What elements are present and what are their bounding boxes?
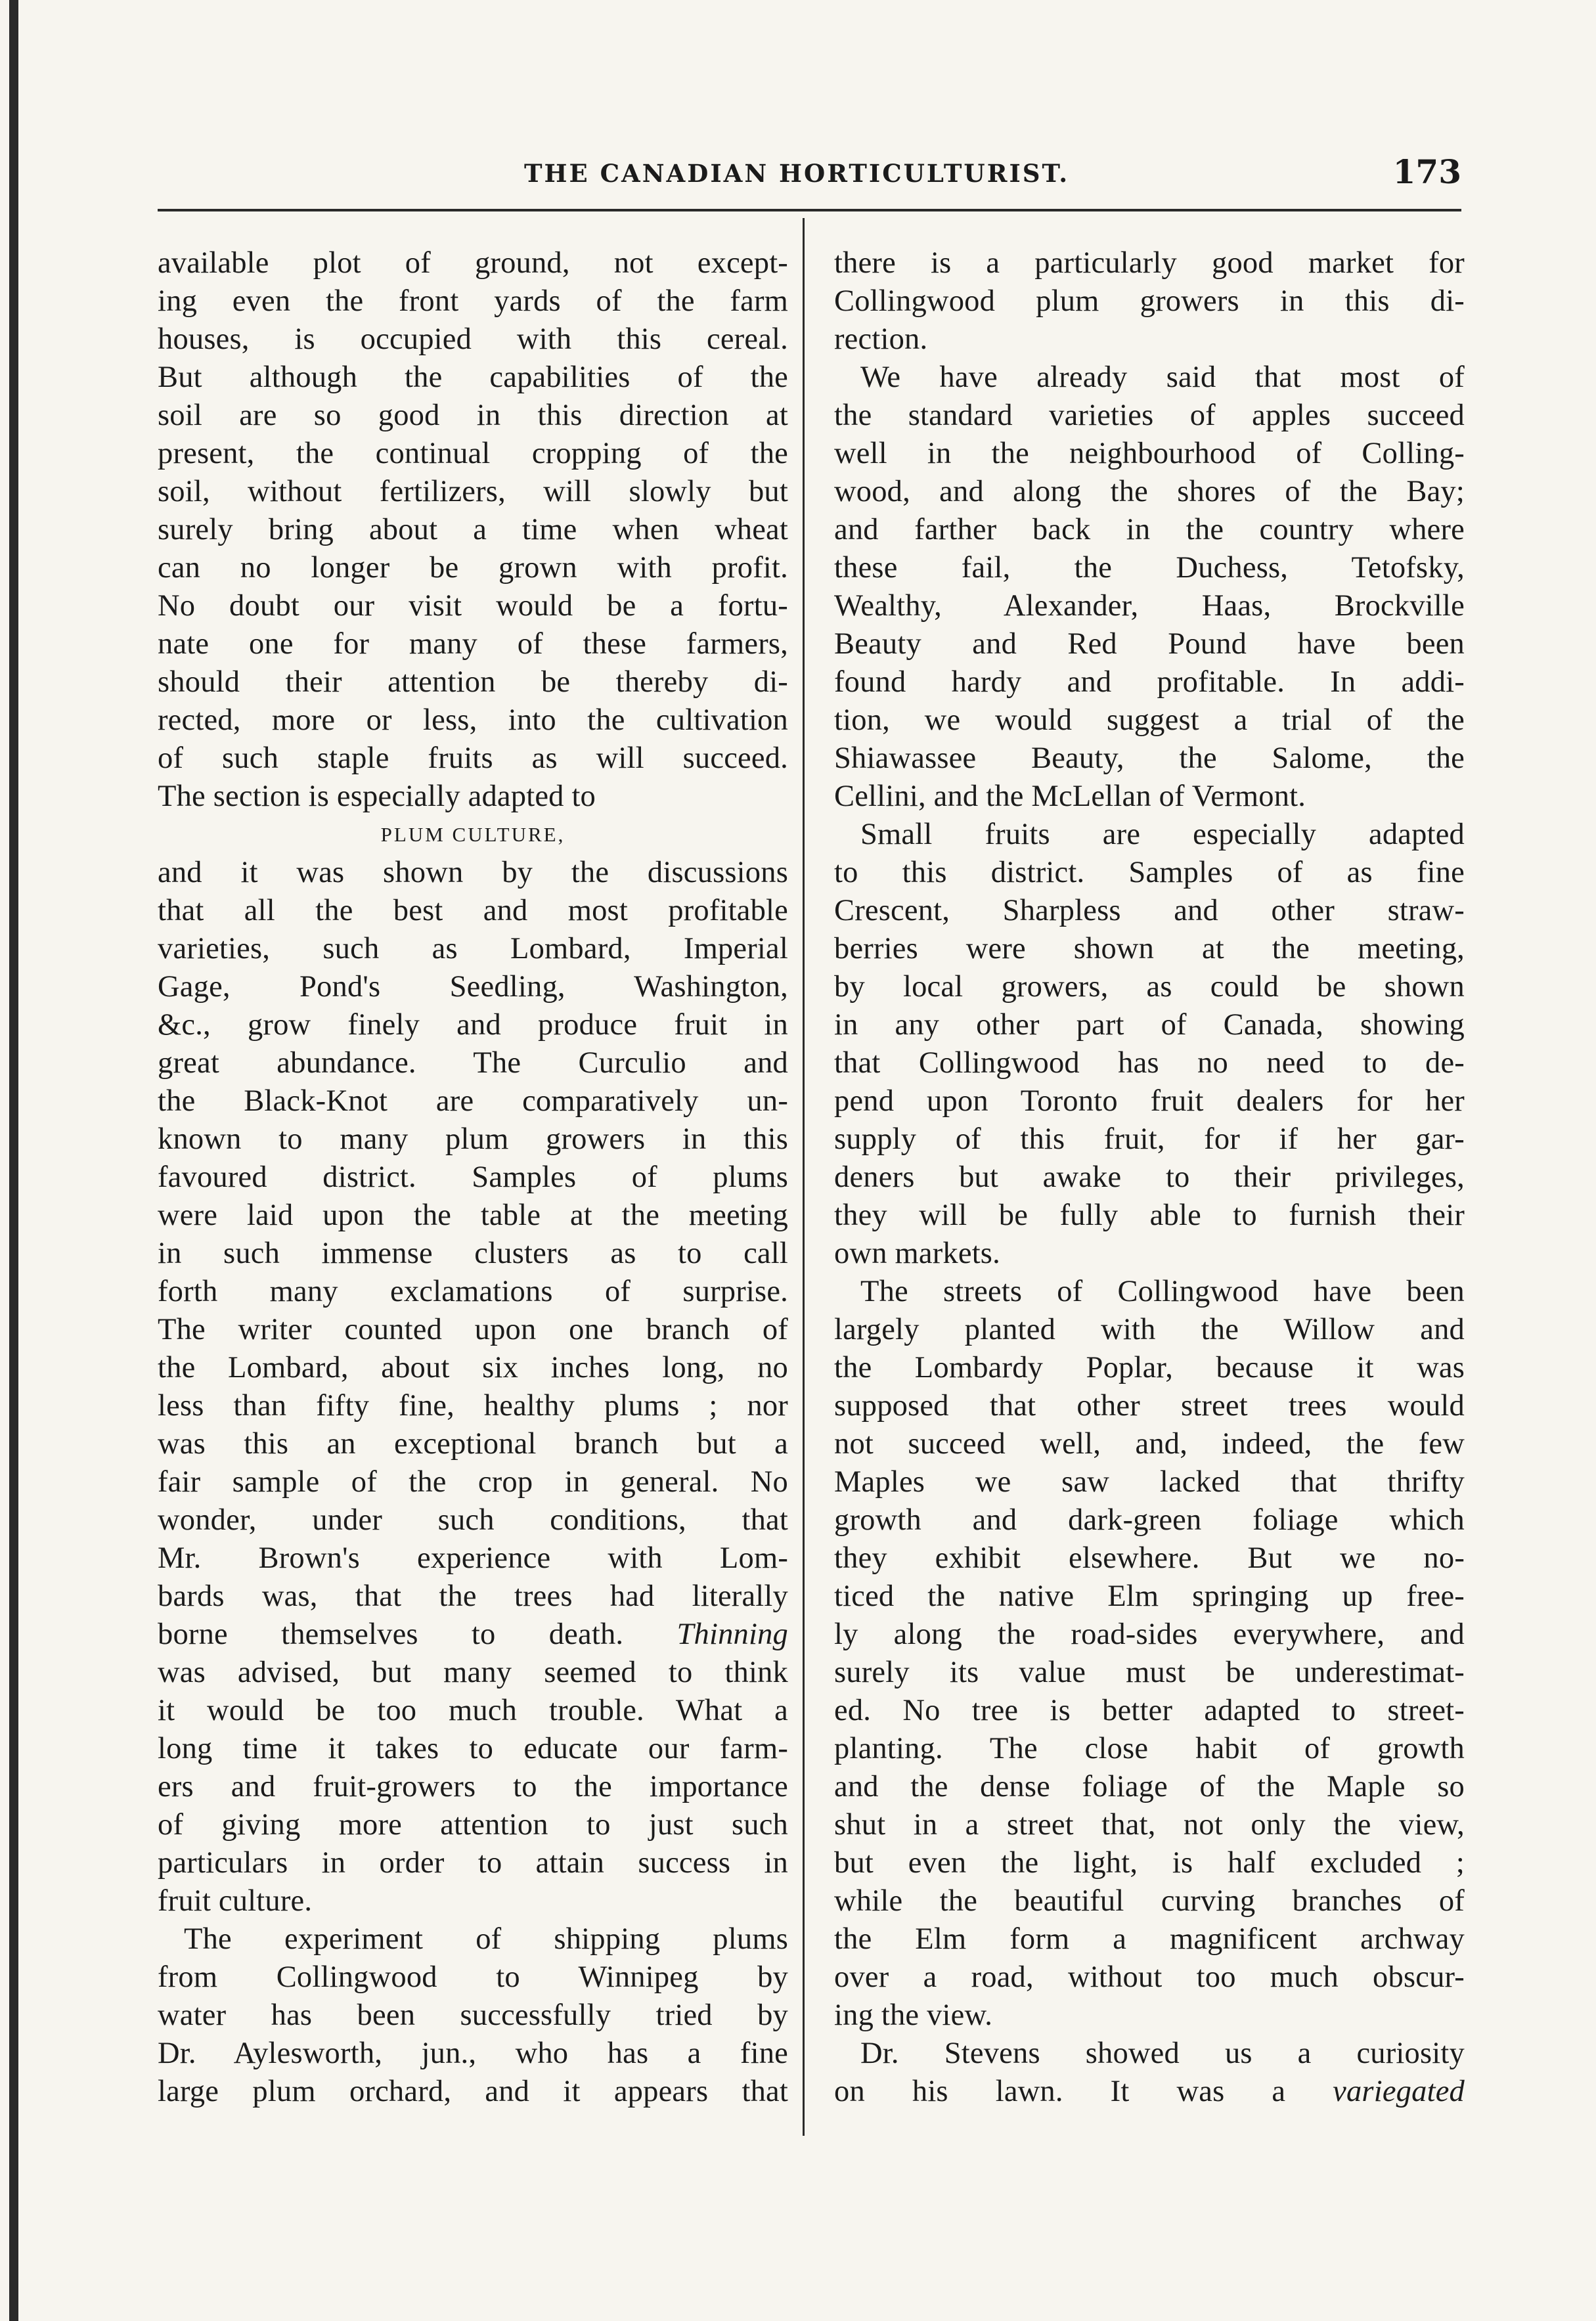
text-line-content: The streets of Collingwood have been bbox=[860, 1275, 1465, 1308]
text-line-content: borne themselves to death. bbox=[158, 1618, 624, 1651]
text-line-content: ticed the native Elm springing up free- bbox=[834, 1580, 1465, 1613]
text-line bbox=[158, 1311, 788, 1349]
text-line bbox=[158, 1578, 788, 1616]
italic-word: Thinning bbox=[676, 1618, 788, 1651]
text-line-content: ing even the front yards of the farm bbox=[158, 284, 788, 318]
text-line-content: shut in a street that, not only the view, bbox=[834, 1808, 1465, 1842]
text-line bbox=[158, 1120, 788, 1159]
text-line-content: The experiment of shipping plums bbox=[184, 1922, 788, 1956]
text-line-content: known to many plum growers in this bbox=[158, 1122, 788, 1156]
text-line bbox=[158, 282, 788, 321]
text-line-content: but even the light, is half excluded ; bbox=[834, 1846, 1465, 1880]
text-line-content: growth and dark-green foliage which bbox=[834, 1503, 1465, 1537]
text-line bbox=[158, 1616, 788, 1654]
text-line-content: forth many exclamations of surprise. bbox=[158, 1275, 788, 1308]
text-line bbox=[834, 1425, 1465, 1463]
text-line bbox=[834, 930, 1465, 968]
text-line bbox=[158, 968, 788, 1006]
text-line bbox=[158, 816, 788, 854]
text-line-content: was this an exceptional branch but a bbox=[158, 1427, 788, 1461]
text-line-content: ing the view. bbox=[834, 1999, 993, 2032]
text-line bbox=[158, 587, 788, 625]
text-line-content: well in the neighbourhood of Colling- bbox=[834, 437, 1465, 470]
text-line bbox=[158, 1235, 788, 1273]
text-line bbox=[158, 1920, 788, 1958]
text-line bbox=[834, 1616, 1465, 1654]
text-line-content: own markets. bbox=[834, 1237, 1000, 1270]
text-line bbox=[158, 1273, 788, 1311]
text-line-content: pend upon Toronto fruit dealers for her bbox=[834, 1084, 1465, 1118]
text-line bbox=[834, 1578, 1465, 1616]
text-line bbox=[834, 1501, 1465, 1539]
text-line bbox=[834, 473, 1465, 511]
text-line-content: Shiawassee Beauty, the Salome, the bbox=[834, 741, 1465, 775]
text-line-content: Beauty and Red Pound have been bbox=[834, 627, 1465, 661]
text-line-content: bards was, that the trees had literally bbox=[158, 1580, 788, 1613]
text-line-content: the Elm form a magnificent archway bbox=[834, 1922, 1465, 1956]
text-line-content: Crescent, Sharpless and other straw- bbox=[834, 894, 1465, 927]
text-line bbox=[158, 1958, 788, 1997]
text-line-content: in any other part of Canada, showing bbox=[834, 1008, 1465, 1042]
text-line-content: the Lombard, about six inches long, no bbox=[158, 1351, 788, 1384]
text-line-content: nate one for many of these farmers, bbox=[158, 627, 788, 661]
text-line bbox=[158, 321, 788, 359]
text-line-content: long time it takes to educate our farm- bbox=[158, 1732, 788, 1765]
text-line bbox=[158, 740, 788, 778]
text-line bbox=[158, 244, 788, 282]
text-line-content: the standard varieties of apples succeed bbox=[834, 399, 1465, 432]
text-line-content: supposed that other street trees would bbox=[834, 1389, 1465, 1423]
text-line bbox=[158, 397, 788, 435]
text-line-content: of such staple fruits as will succeed. bbox=[158, 741, 788, 775]
column-divider bbox=[803, 218, 805, 2136]
text-line bbox=[158, 701, 788, 740]
text-line-content: was advised, but many seemed to think bbox=[158, 1656, 788, 1689]
text-line bbox=[158, 511, 788, 549]
text-line bbox=[834, 1997, 1465, 2035]
text-line-content: water has been successfully tried by bbox=[158, 1999, 788, 2032]
text-line bbox=[158, 1197, 788, 1235]
text-line bbox=[834, 778, 1465, 816]
text-line-content: fair sample of the crop in general. No bbox=[158, 1465, 788, 1499]
text-line-content: surely bring about a time when wheat bbox=[158, 513, 788, 546]
text-line bbox=[158, 435, 788, 473]
text-line bbox=[834, 1082, 1465, 1120]
text-line-content: fruit culture. bbox=[158, 1884, 313, 1918]
text-line-content: Dr. Stevens showed us a curiosity bbox=[860, 2037, 1465, 2070]
text-line bbox=[158, 473, 788, 511]
text-line bbox=[834, 511, 1465, 549]
page-header bbox=[158, 150, 1461, 196]
text-line bbox=[834, 321, 1465, 359]
text-line bbox=[834, 1844, 1465, 1882]
text-line bbox=[834, 1882, 1465, 1920]
text-line bbox=[158, 1387, 788, 1425]
text-line bbox=[834, 968, 1465, 1006]
text-line-content: soil are so good in this direction at bbox=[158, 399, 788, 432]
text-line bbox=[834, 663, 1465, 701]
text-line-content: Cellini, and the McLellan of Vermont. bbox=[834, 780, 1306, 813]
text-line-content: The section is especially adapted to bbox=[158, 780, 596, 813]
text-line bbox=[834, 1273, 1465, 1311]
text-line bbox=[834, 359, 1465, 397]
text-line bbox=[834, 1692, 1465, 1730]
text-line bbox=[834, 816, 1465, 854]
italic-word: variegated bbox=[1333, 2075, 1465, 2108]
text-line-content: supply of this fruit, for if her gar- bbox=[834, 1122, 1465, 1156]
text-line-content: they exhibit elsewhere. But we no- bbox=[834, 1541, 1465, 1575]
text-line-content: ly along the road-sides everywhere, and bbox=[834, 1618, 1465, 1651]
text-line bbox=[158, 1006, 788, 1044]
text-line bbox=[158, 1159, 788, 1197]
text-line-content: in such immense clusters as to call bbox=[158, 1237, 788, 1270]
text-line-content: and the dense foliage of the Maple so bbox=[834, 1770, 1465, 1803]
text-line-content: largely planted with the Willow and bbox=[834, 1313, 1465, 1346]
text-line-content: favoured district. Samples of plums bbox=[158, 1160, 788, 1194]
text-line-content: the Lombardy Poplar, because it was bbox=[834, 1351, 1465, 1384]
text-line bbox=[158, 854, 788, 892]
text-line-content: Mr. Brown's experience with Lom- bbox=[158, 1541, 788, 1575]
text-line-content: were laid upon the table at the meeting bbox=[158, 1199, 788, 1232]
text-line bbox=[158, 1654, 788, 1692]
text-line-content: less than fifty fine, healthy plums ; nor bbox=[158, 1389, 788, 1423]
text-line-content: ed. No tree is better adapted to street- bbox=[834, 1694, 1465, 1727]
text-line-content: they will be fully able to furnish their bbox=[834, 1199, 1465, 1232]
text-line-content: to this district. Samples of as fine bbox=[834, 856, 1465, 889]
text-line bbox=[158, 625, 788, 663]
text-line-content: Maples we saw lacked that thrifty bbox=[834, 1465, 1465, 1499]
text-line-content: houses, is occupied with this cereal. bbox=[158, 322, 788, 356]
text-line bbox=[158, 1692, 788, 1730]
page-number: 173 bbox=[1392, 152, 1461, 191]
text-line bbox=[834, 1311, 1465, 1349]
text-line bbox=[158, 1501, 788, 1539]
text-line-content: the Black-Knot are comparatively un- bbox=[158, 1084, 788, 1118]
text-line-content: We have already said that most of bbox=[860, 361, 1465, 394]
text-line-content: particulars in order to attain success in bbox=[158, 1846, 788, 1880]
text-line bbox=[834, 1920, 1465, 1958]
text-line-content: on his lawn. It was a bbox=[834, 2075, 1286, 2108]
text-line-content: while the beautiful curving branches of bbox=[834, 1884, 1465, 1918]
text-line-content: berries were shown at the meeting, bbox=[834, 932, 1465, 965]
text-line-content: wonder, under such conditions, that bbox=[158, 1503, 788, 1537]
text-line bbox=[834, 282, 1465, 321]
text-line-content: rected, more or less, into the cultivation bbox=[158, 703, 788, 737]
text-line-content: present, the continual cropping of the bbox=[158, 437, 788, 470]
text-line-content: available plot of ground, not except- bbox=[158, 246, 788, 280]
text-line bbox=[158, 2035, 788, 2073]
text-line bbox=[834, 435, 1465, 473]
text-line bbox=[158, 930, 788, 968]
text-line bbox=[158, 1082, 788, 1120]
header-rule bbox=[158, 209, 1461, 211]
text-line bbox=[158, 1806, 788, 1844]
text-line bbox=[158, 1044, 788, 1082]
text-line bbox=[158, 778, 788, 816]
text-line-content: these fail, the Duchess, Tetofsky, bbox=[834, 551, 1465, 585]
text-line bbox=[158, 359, 788, 397]
text-line bbox=[158, 2073, 788, 2111]
text-line-content: rection. bbox=[834, 322, 928, 356]
text-line-content: But although the capabilities of the bbox=[158, 361, 788, 394]
text-line bbox=[834, 1006, 1465, 1044]
text-line-content: that all the best and most profitable bbox=[158, 894, 788, 927]
text-line bbox=[834, 549, 1465, 587]
text-line bbox=[834, 625, 1465, 663]
text-line bbox=[158, 1425, 788, 1463]
text-line bbox=[834, 1197, 1465, 1235]
text-line-content: planting. The close habit of growth bbox=[834, 1732, 1465, 1765]
text-line-content: by local growers, as could be shown bbox=[834, 970, 1465, 1004]
text-line-content: PLUM CULTURE, bbox=[380, 823, 565, 846]
text-line bbox=[834, 892, 1465, 930]
text-line-content: large plum orchard, and it appears that bbox=[158, 2075, 788, 2108]
text-line-content: Collingwood plum growers in this di- bbox=[834, 284, 1465, 318]
text-line bbox=[158, 549, 788, 587]
text-line-content: soil, without fertilizers, will slowly but bbox=[158, 475, 788, 508]
text-line bbox=[834, 2035, 1465, 2073]
text-line bbox=[158, 1463, 788, 1501]
text-line-content: great abundance. The Curculio and bbox=[158, 1046, 788, 1080]
text-line bbox=[834, 1387, 1465, 1425]
text-line-content: over a road, without too much obscur- bbox=[834, 1960, 1465, 1994]
text-line-content: found hardy and profitable. In addi- bbox=[834, 665, 1465, 699]
text-line-content: &c., grow finely and produce fruit in bbox=[158, 1008, 788, 1042]
text-line bbox=[834, 1654, 1465, 1692]
text-line bbox=[834, 1463, 1465, 1501]
text-line bbox=[834, 701, 1465, 740]
text-line-content: and it was shown by the discussions bbox=[158, 856, 788, 889]
text-line bbox=[834, 587, 1465, 625]
text-line-content: Dr. Aylesworth, jun., who has a fine bbox=[158, 2037, 788, 2070]
text-line bbox=[158, 1882, 788, 1920]
text-line-content: The writer counted upon one branch of bbox=[158, 1313, 788, 1346]
text-line bbox=[834, 397, 1465, 435]
text-line bbox=[158, 1768, 788, 1806]
text-line bbox=[834, 1044, 1465, 1082]
text-line-content: from Collingwood to Winnipeg by bbox=[158, 1960, 788, 1994]
running-title: THE CANADIAN HORTICULTURIST. bbox=[524, 159, 1070, 188]
text-line bbox=[834, 854, 1465, 892]
text-line bbox=[834, 1730, 1465, 1768]
text-line-content: that Collingwood has no need to de- bbox=[834, 1046, 1465, 1080]
text-line-content: and farther back in the country where bbox=[834, 513, 1465, 546]
text-line-content: can no longer be grown with profit. bbox=[158, 551, 788, 585]
text-line-content: Small fruits are especially adapted bbox=[860, 818, 1465, 851]
page-binding-edge bbox=[9, 0, 18, 2321]
text-line-content: No doubt our visit would be a fortu- bbox=[158, 589, 788, 623]
text-line-content: Wealthy, Alexander, Haas, Brockville bbox=[834, 589, 1465, 623]
text-line bbox=[158, 1349, 788, 1387]
text-line-content: not succeed well, and, indeed, the few bbox=[834, 1427, 1465, 1461]
text-line bbox=[834, 1349, 1465, 1387]
text-line bbox=[834, 1120, 1465, 1159]
text-line bbox=[158, 892, 788, 930]
right-column bbox=[834, 244, 1465, 2111]
text-line bbox=[158, 1730, 788, 1768]
text-line-content: should their attention be thereby di- bbox=[158, 665, 788, 699]
text-line bbox=[834, 1806, 1465, 1844]
text-line bbox=[834, 244, 1465, 282]
text-line bbox=[834, 1768, 1465, 1806]
text-line bbox=[158, 1997, 788, 2035]
text-line bbox=[834, 1235, 1465, 1273]
text-line-content: varieties, such as Lombard, Imperial bbox=[158, 932, 788, 965]
text-line bbox=[834, 1539, 1465, 1578]
text-line-content: there is a particularly good market for bbox=[834, 246, 1465, 280]
text-line-content: tion, we would suggest a trial of the bbox=[834, 703, 1465, 737]
text-line-content: of giving more attention to just such bbox=[158, 1808, 788, 1842]
text-line bbox=[834, 1159, 1465, 1197]
text-line-content: wood, and along the shores of the Bay; bbox=[834, 475, 1465, 508]
text-line-content: Gage, Pond's Seedling, Washington, bbox=[158, 970, 788, 1004]
text-line-content: ers and fruit-growers to the importance bbox=[158, 1770, 788, 1803]
text-line bbox=[158, 663, 788, 701]
text-line-content: surely its value must be underestimat- bbox=[834, 1656, 1465, 1689]
text-line bbox=[834, 2073, 1465, 2111]
text-line bbox=[158, 1844, 788, 1882]
text-line bbox=[834, 740, 1465, 778]
left-column bbox=[158, 244, 788, 2111]
text-line-content: it would be too much trouble. What a bbox=[158, 1694, 788, 1727]
text-line-content: deners but awake to their privileges, bbox=[834, 1160, 1465, 1194]
text-line bbox=[834, 1958, 1465, 1997]
text-line bbox=[158, 1539, 788, 1578]
